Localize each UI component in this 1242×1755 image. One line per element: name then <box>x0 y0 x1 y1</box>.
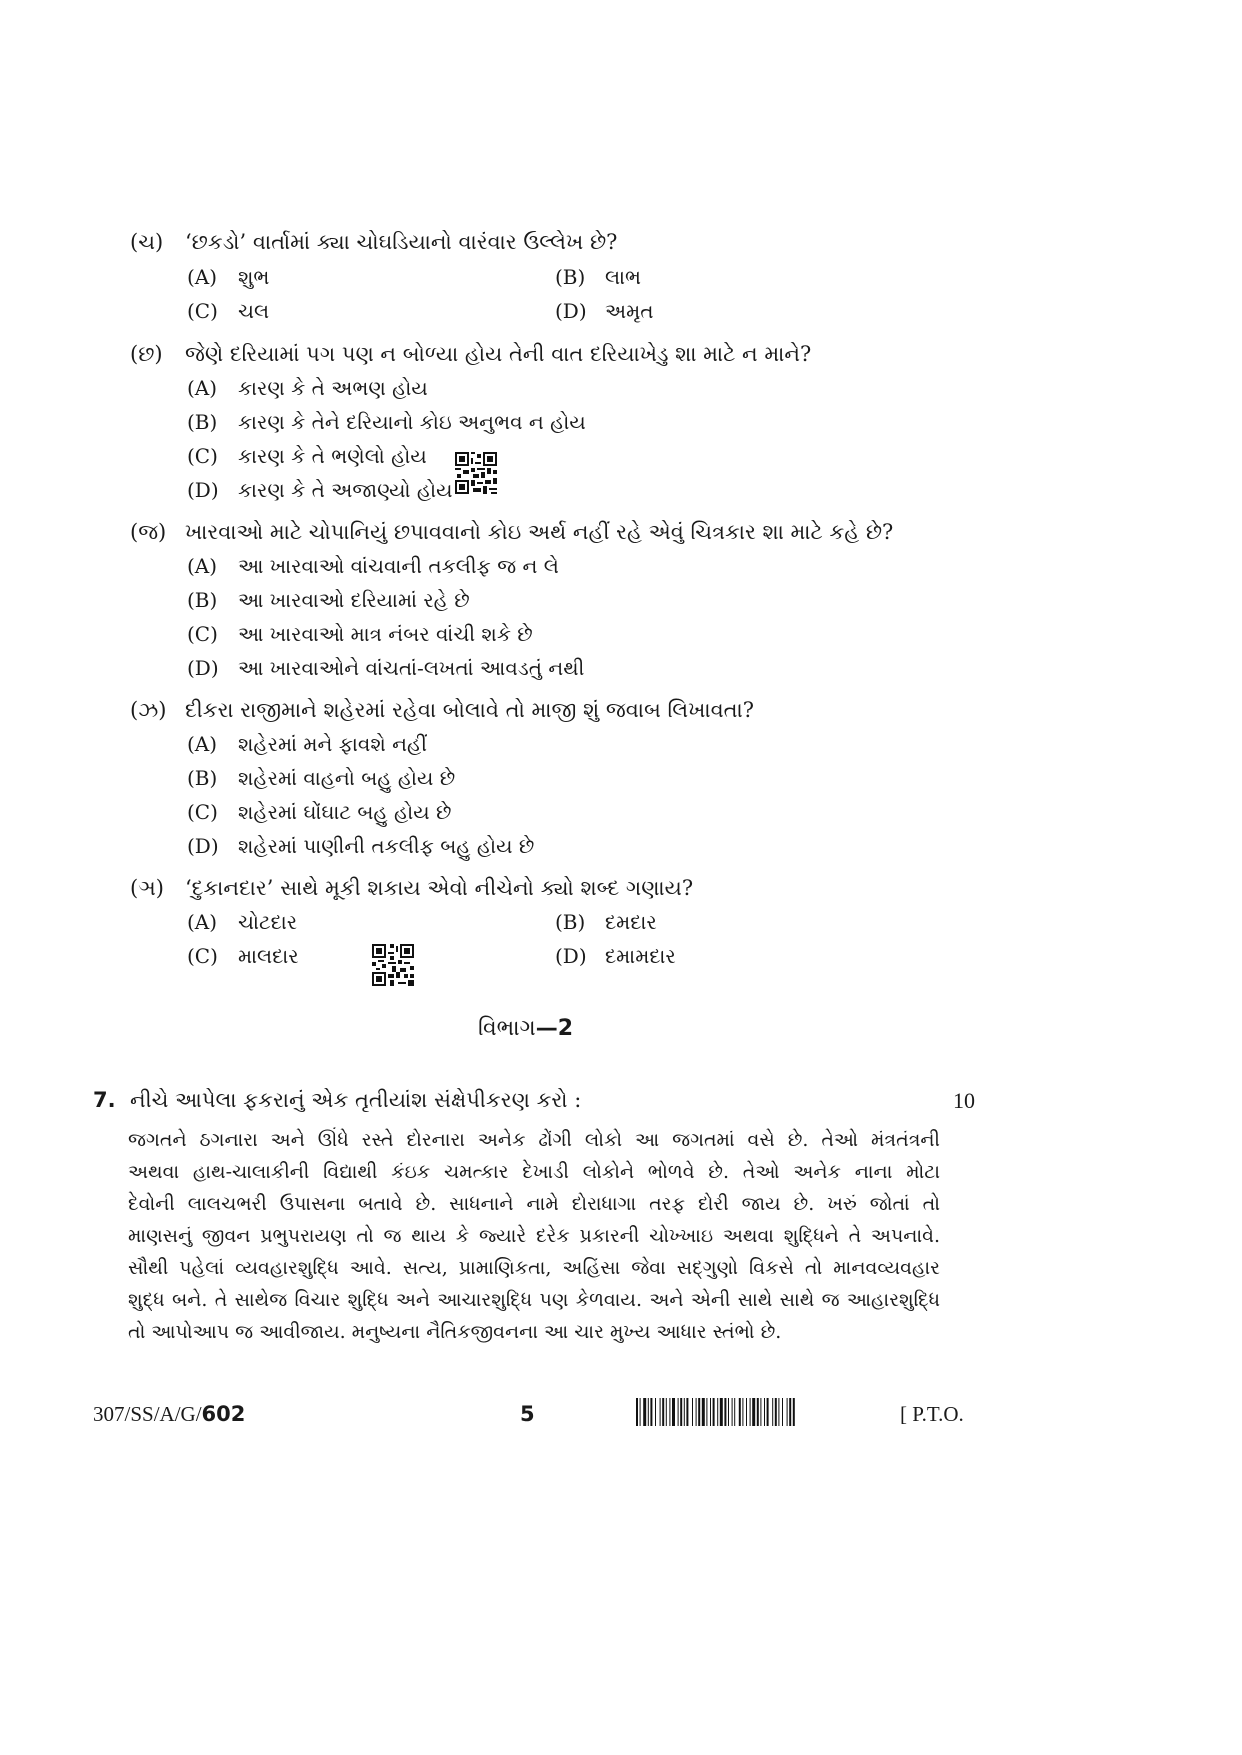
paragraph-line: જગતને ઠગનારા અને ઊંધે રસ્તે દોરનારા અનેક ઢોંગી લોકો આ જગતમાં વસે છે. તેઓ મંત્રતંત્રની <box>128 1129 940 1151</box>
barcode-bar <box>793 1398 795 1426</box>
barcode-bar <box>717 1398 718 1426</box>
barcode-bar <box>772 1398 773 1426</box>
option-text: દમામદાર <box>605 944 676 968</box>
option-label: (A) <box>187 554 218 578</box>
question-text: ‘છકડો’ વાર્તામાં ક્યા ચોઘડિયાનો વારંવાર ઉલ્લેખ છે? <box>185 230 618 254</box>
barcode-bar <box>782 1398 783 1426</box>
barcode-bar <box>734 1398 735 1426</box>
barcode-bar <box>724 1398 726 1426</box>
barcode-bar <box>692 1398 693 1426</box>
question-instruction: નીચે આપેલા ફકરાનું એક તૃતીયાંશ સંક્ષેપીકરણ કરો : <box>130 1088 582 1112</box>
option-label: (D) <box>187 478 219 502</box>
barcode-bar <box>655 1398 656 1426</box>
barcode-bar <box>767 1398 769 1426</box>
barcode-bar <box>702 1398 705 1426</box>
page-number: 5 <box>520 1402 535 1426</box>
barcode-bar <box>750 1398 751 1426</box>
option-label: (C) <box>187 800 218 824</box>
barcode-bar <box>764 1398 765 1426</box>
barcode-bar <box>678 1398 679 1426</box>
qr-code-icon <box>372 944 414 986</box>
option-text: કારણ કે તે અભણ હોય <box>238 376 428 400</box>
option-text: શહેરમાં ઘોંઘાટ બહુ હોય છે <box>238 800 452 824</box>
barcode-bar <box>686 1398 688 1426</box>
option-text: આ ખારવાઓ વાંચવાની તકલીફ જ ન લે <box>238 554 559 578</box>
summary-paragraph <box>128 1124 940 1348</box>
barcode-bar <box>706 1398 707 1426</box>
barcode-bar <box>650 1398 652 1426</box>
option-text: આ ખારવાઓ માત્ર નંબર વાંચી શકે છે <box>238 622 533 646</box>
option-text: આ ખારવાઓને વાંચતાં-લખતાં આવડતું નથી <box>238 656 585 680</box>
paper-code <box>93 1402 245 1427</box>
option-text: ચલ <box>238 299 270 323</box>
option-label: (C) <box>187 299 218 323</box>
barcode-bar <box>742 1398 743 1426</box>
barcode-bar <box>662 1398 664 1426</box>
option-text: માલદાર <box>238 944 299 968</box>
paragraph-line: તો આપોઆપ જ આવીજાય. મનુષ્યના નૈતિકજીવનના આ ચાર મુખ્ય આધાર સ્તંભો છે. <box>128 1321 782 1343</box>
pto-label: [ P.T.O. <box>900 1402 964 1426</box>
option-text: ચોટદાર <box>238 910 298 934</box>
option-text: કારણ કે તે ભણેલો હોય <box>238 444 427 468</box>
option-label: (A) <box>187 732 218 756</box>
barcode-bar <box>720 1398 723 1426</box>
paragraph-line: દેવોની લાલચભરી ઉપાસના બતાવે છે. સાધનાને નામે દોરાધાગા તરફ દોરી જાય છે. ખરું જોતાં તો <box>128 1193 940 1215</box>
barcode-bar <box>684 1398 685 1426</box>
paragraph-line: શુદ્ધ બને. તે સાથેજ વિચાર શુદ્ધિ અને આચારશુદ્ધિ પણ કેળવાય. અને એની સાથે સાથે જ આહારશુદ્ધિ <box>128 1289 940 1311</box>
paper-code-number: 602 <box>201 1402 246 1426</box>
option-label: (D) <box>555 299 587 323</box>
barcode-bar <box>680 1398 682 1426</box>
barcode-bar <box>789 1398 791 1426</box>
barcode-bar <box>643 1398 646 1426</box>
barcode-bar <box>672 1398 675 1426</box>
question-text: ખારવાઓ માટે ચોપાનિયું છપાવવાનો કોઇ અર્થ નહીં રહે એવું ચિત્રકાર શા માટે કહે છે? <box>185 520 894 544</box>
question-label: (ઝ) <box>130 698 167 722</box>
barcode-bar <box>636 1398 638 1426</box>
option-label: (B) <box>187 766 218 790</box>
option-label: (B) <box>555 265 586 289</box>
barcode-bar <box>648 1398 649 1426</box>
paragraph-line: અથવા હાથ-ચાલાકીની વિદ્યાથી કંઇક ચમત્કાર દેખાડી લોકોને ભોળવે છે. તેઓ અનેક નાના મોટા <box>128 1161 940 1183</box>
barcode-icon <box>636 1398 888 1426</box>
option-label: (C) <box>187 944 218 968</box>
question-number: 7. <box>93 1088 116 1112</box>
barcode-bar <box>757 1398 759 1426</box>
barcode-bar <box>666 1398 667 1426</box>
option-label: (D) <box>555 944 587 968</box>
question-text: જેણે દરિયામાં પગ પણ ન બોળ્યા હોય તેની વાત દરિયાખેડુ શા માટે ન માને? <box>185 342 812 366</box>
option-text: લાભ <box>605 265 642 289</box>
option-label: (D) <box>187 834 219 858</box>
question-label: (ચ) <box>130 230 164 254</box>
option-label: (B) <box>187 410 218 434</box>
barcode-bar <box>775 1398 777 1426</box>
paragraph-line: સૌથી પહેલાં વ્યવહારશુદ્ધિ આવે. સત્ય, પ્રામાણિકતા, અહિંસા જેવા સદ્ગુણો વિકસે તો માનવવ્યવહાર <box>128 1257 940 1279</box>
barcode-bar <box>640 1398 641 1426</box>
barcode-bar <box>746 1398 747 1426</box>
barcode-bar <box>752 1398 755 1426</box>
barcode-bar <box>732 1398 733 1426</box>
barcode-bar <box>710 1398 711 1426</box>
barcode-bar <box>760 1398 761 1426</box>
option-label: (B) <box>187 588 218 612</box>
section-number: 2 <box>557 1016 574 1041</box>
option-text: આ ખારવાઓ દરિયામાં રહે છે <box>238 588 470 612</box>
barcode-bar <box>778 1398 779 1426</box>
option-label: (C) <box>187 622 218 646</box>
barcode-bar <box>660 1398 661 1426</box>
question-text: ‘દુકાનદાર’ સાથે મૂકી શકાય એવો નીચેનો ક્યો શબ્દ ગણાય? <box>185 876 694 900</box>
option-label: (C) <box>187 444 218 468</box>
barcode-bar <box>698 1398 700 1426</box>
barcode-bar <box>728 1398 729 1426</box>
section-dash: — <box>535 1016 558 1041</box>
option-label: (B) <box>555 910 586 934</box>
question-label: (છ) <box>130 342 163 366</box>
question-text: દીકરા રાજીમાને શહેરમાં રહેવા બોલાવે તો માજી શું જવાબ લિખાવતા? <box>185 698 754 722</box>
option-text: દમદાર <box>605 910 657 934</box>
option-text: કારણ કે તેને દરિયાનો કોઇ અનુભવ ન હોય <box>238 410 586 434</box>
question-label: (જ) <box>130 520 167 544</box>
option-text: શુભ <box>238 265 270 289</box>
option-label: (A) <box>187 910 218 934</box>
barcode-bar <box>739 1398 741 1426</box>
barcode-bar <box>787 1398 788 1426</box>
paragraph-line: માણસનું જીવન પ્રભુપરાયણ તો જ થાય કે જ્યારે દરેક પ્રકારની ચોખ્ખાઇ અથવા શુદ્ધિને તે અપનાવે. <box>128 1225 940 1247</box>
option-text: શહેરમાં મને ફાવશે નહીં <box>238 732 427 756</box>
barcode-bar <box>669 1398 670 1426</box>
qr-code-icon <box>455 452 497 494</box>
section-prefix: વિભાગ <box>478 1016 536 1041</box>
option-label: (A) <box>187 376 218 400</box>
option-text: કારણ કે તે અજાણ્યો હોય <box>238 478 453 502</box>
question-label: (ઞ) <box>130 876 164 900</box>
paper-code-prefix: 307/SS/A/G/ <box>93 1402 202 1426</box>
option-text: અમૃત <box>605 299 654 323</box>
section-heading <box>478 1016 573 1041</box>
option-label: (D) <box>187 656 219 680</box>
barcode-bar <box>713 1398 715 1426</box>
barcode-bar <box>696 1398 697 1426</box>
option-label: (A) <box>187 265 218 289</box>
option-text: શહેરમાં વાહનો બહુ હોય છે <box>238 766 456 790</box>
option-text: શહેરમાં પાણીની તકલીફ બહુ હોય છે <box>238 834 535 858</box>
question-marks: 10 <box>953 1088 975 1113</box>
